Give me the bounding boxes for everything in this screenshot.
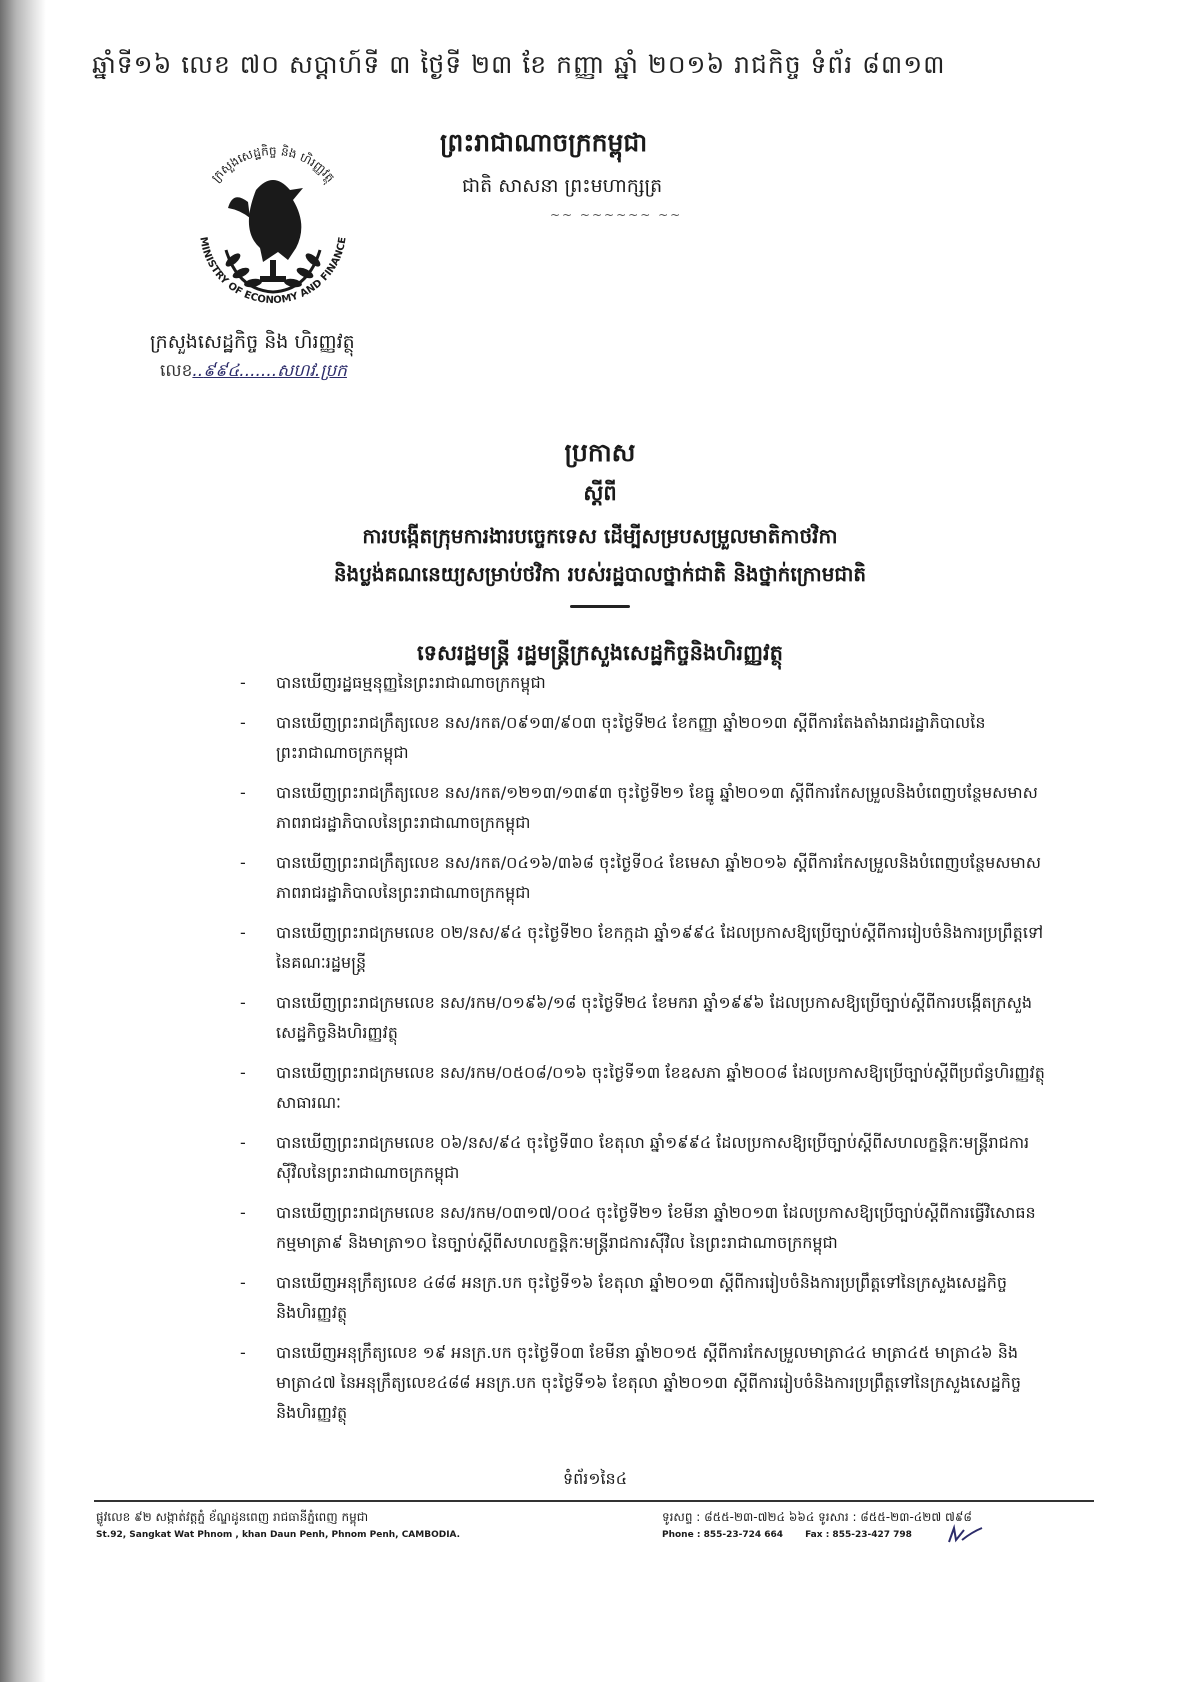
ref-suffix: សហវ.ប្រក	[277, 361, 347, 381]
clause-item: - បានឃើញព្រះរាជក្រឹត្យលេខ នស/រកត/១២១៣/១៣៩៣ ចុះថ្ងៃទី២១ ខែធ្នូ ឆ្នាំ២០១៣ ស្ដីពីការកែសម្រួលនិងបំពេញបន្ថែមសមាសភាពរាជរដ្ឋាភិបាលនៃព្រះរាជាណាចក្រកម្ពុជា	[240, 783, 1038, 832]
kingdom-motto: ជាតិ សាសនា ព្រះមហាក្សត្រ	[462, 175, 663, 197]
clause-item: - បានឃើញព្រះរាជក្រមលេខ ០២/នស/៩៤ ចុះថ្ងៃទី២០ ខែកក្កដា ឆ្នាំ១៩៩៤ ដែលប្រកាសឱ្យប្រើច្បាប់ស្ដីពីការរៀបចំនិងការប្រព្រឹត្តទៅនៃគណៈរដ្ឋមន្ត្រី	[240, 923, 1044, 972]
handwritten-initials-icon	[946, 1524, 986, 1546]
subject-line-2: និងប្លង់គណនេយ្យសម្រាប់ថវិកា របស់រដ្ឋបាលថ្នាក់ជាតិ និងថ្នាក់ក្រោមជាតិ	[333, 562, 867, 586]
ref-number: ..៩៩៤.......	[192, 361, 278, 381]
ministry-emblem-icon	[178, 130, 368, 320]
ref-prefix: លេខ	[160, 361, 193, 381]
address-khmer: ផ្លូវលេខ ៩២ សង្កាត់វត្តភ្នំ ខ័ណ្ឌដូនពេញ រាជធានីភ្នំពេញ កម្ពុជា	[96, 1510, 369, 1524]
gazette-header: ឆ្នាំទី១៦ លេខ ៧០ សប្ដាហ៍ទី ៣ ថ្ងៃទី ២៣ ខែ កញ្ញា ឆ្នាំ ២០១៦ រាជកិច្ច ទំព័រ ៨៣១៣	[92, 50, 946, 79]
page-number: ទំព័រ១នៃ៤	[562, 1469, 628, 1488]
preamble-clauses	[240, 668, 1050, 1438]
clause-item: - បានឃើញរដ្ឋធម្មនុញ្ញនៃព្រះរាជាណាចក្រកម្ពុជា	[240, 673, 546, 692]
contact-khmer: ទូរសព្ទ : ៨៥៥-២៣-៧២៤ ៦៦៤ ទូរសារ : ៨៥៥-២៣-៤២៧ ៧៩៨	[662, 1510, 972, 1524]
clause-item: - បានឃើញព្រះរាជក្រឹត្យលេខ នស/រកត/០៩១៣/៩០៣ ចុះថ្ងៃទី២៤ ខែកញ្ញា ឆ្នាំ២០១៣ ស្ដីពីការតែងតាំងរាជរដ្ឋាភិបាលនៃព្រះរាជាណាចក្រកម្ពុជា	[240, 713, 986, 762]
title-block	[200, 438, 1000, 671]
issuer-title: ទេសរដ្ឋមន្ត្រី រដ្ឋមន្ត្រីក្រសួងសេដ្ឋកិច្ចនិងហិរញ្ញវត្ថុ	[417, 641, 783, 665]
subject-line-1: ការបង្កើតក្រុមការងារបច្ចេកទេស ដើម្បីសម្របសម្រួលមាតិកាថវិកា	[362, 524, 838, 548]
doc-type-title: ប្រកាស	[564, 438, 636, 467]
address-english: St.92, Sangkat Wat Phnom , khan Daun Penh, Phnom Penh, CAMBODIA.	[96, 1530, 461, 1540]
footer-divider	[94, 1500, 1094, 1502]
clause-item: - បានឃើញព្រះរាជក្រមលេខ នស/រកម/០៣១៧/០០៤ ចុះថ្ងៃទី២១ ខែមីនា ឆ្នាំ២០១៣ ដែលប្រកាសឱ្យប្រើច្បាប់ស្ដីពីការធ្វើវិសោធនកម្មមាត្រា៩ និងមាត្រា១០ នៃច្បាប់ស្ដីពីសហលក្ខន្តិកៈមន្ត្រីរាជការស៊ីវិល នៃព្រះរាជាណាចក្រកម្ពុជា	[240, 1203, 1036, 1252]
motto-ornament: ~~ ~~~~~~ ~~	[550, 208, 683, 222]
reference-number	[160, 360, 347, 385]
footer-contact	[662, 1508, 972, 1544]
clause-item: - បានឃើញអនុក្រឹត្យលេខ ១៩ អនក្រ.បក ចុះថ្ងៃទី០៣ ខែមីនា ឆ្នាំ២០១៥ ស្ដីពីការកែសម្រួលមាត្រា៤៤ មាត្រា៤៥ មាត្រា៤៦ និងមាត្រា៤៧ នៃអនុក្រឹត្យលេខ៤៨៨ អនក្រ.បក ចុះថ្ងៃទី១៦ ខែតុលា ឆ្នាំ២០១៣ ស្ដីពីការរៀបចំនិងការប្រព្រឹត្តទៅនៃក្រសួងសេដ្ឋកិច្ចនិងហិរញ្ញវត្ថុ	[240, 1343, 1022, 1422]
about-label: ស្ដីពី	[583, 481, 617, 505]
clause-item: - បានឃើញព្រះរាជក្រមលេខ នស/រកម/០៥០៨/០១៦ ចុះថ្ងៃទី១៣ ខែឧសភា ឆ្នាំ២០០៨ ដែលប្រកាសឱ្យប្រើច្បាប់ស្ដីពីប្រព័ន្ធហិរញ្ញវត្ថុសាធារណៈ	[240, 1063, 1045, 1112]
footer-address	[96, 1508, 460, 1544]
clause-item: - បានឃើញព្រះរាជក្រឹត្យលេខ នស/រកត/០៤១៦/៣៦៨ ចុះថ្ងៃទី០៤ ខែមេសា ឆ្នាំ២០១៦ ស្ដីពីការកែសម្រួលនិងបំពេញបន្ថែមសមាសភាពរាជរដ្ឋាភិបាលនៃព្រះរាជាណាចក្រកម្ពុជា	[240, 853, 1041, 902]
kingdom-name: ព្រះរាជាណាចក្រកម្ពុជា	[440, 128, 648, 157]
title-separator	[570, 605, 630, 608]
fax-number: Fax : 855-23-427 798	[805, 1530, 912, 1540]
scan-edge-shadow	[0, 0, 46, 1682]
clause-item: - បានឃើញព្រះរាជក្រមលេខ ០៦/នស/៩៤ ចុះថ្ងៃទី៣០ ខែតុលា ឆ្នាំ១៩៩៤ ដែលប្រកាសឱ្យប្រើច្បាប់ស្ដីពីសហលក្ខន្តិកៈមន្ត្រីរាជការស៊ីវិលនៃព្រះរាជាណាចក្រកម្ពុជា	[240, 1133, 1030, 1182]
ministry-name: ក្រសួងសេដ្ឋកិច្ច និង ហិរញ្ញវត្ថុ	[150, 331, 355, 353]
kingdom-heading	[440, 128, 840, 222]
svg-text:ក្រសួងសេដ្ឋកិច្ច និង ហិរញ្ញវត្: ក្រសួងសេដ្ឋកិច្ច និង ហិរញ្ញវត្ថុ	[208, 143, 338, 185]
clause-item: - បានឃើញព្រះរាជក្រមលេខ នស/រកម/០១៩៦/១៨ ចុះថ្ងៃទី២៤ ខែមករា ឆ្នាំ១៩៩៦ ដែលប្រកាសឱ្យប្រើច្បាប់ស្ដីពីការបង្កើតក្រសួងសេដ្ឋកិច្ចនិងហិរញ្ញវត្ថុ	[240, 993, 1032, 1042]
phone-number: Phone : 855-23-724 664	[662, 1530, 784, 1540]
clause-item: - បានឃើញអនុក្រឹត្យលេខ ៤៨៨ អនក្រ.បក ចុះថ្ងៃទី១៦ ខែតុលា ឆ្នាំ២០១៣ ស្ដីពីការរៀបចំនិងការប្រព្រឹត្តទៅនៃក្រសួងសេដ្ឋកិច្ចនិងហិរញ្ញវត្ថុ	[240, 1273, 1008, 1322]
svg-text:MINISTRY OF ECONOMY AND FINANC: MINISTRY OF ECONOMY AND FINANCE	[197, 236, 349, 307]
contact-english	[662, 1526, 972, 1544]
